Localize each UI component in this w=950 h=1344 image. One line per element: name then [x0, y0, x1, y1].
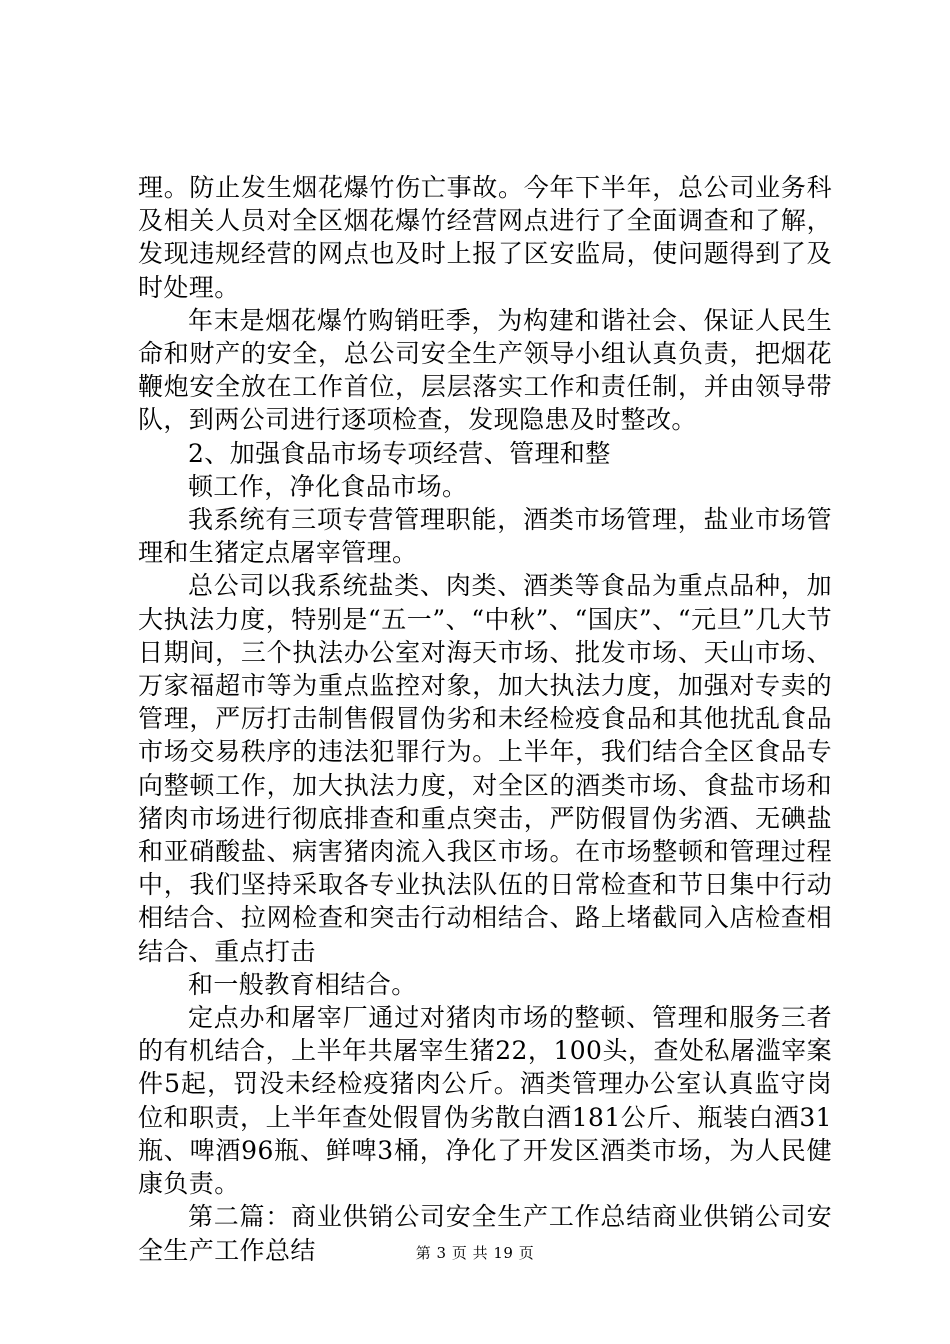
paragraph-4: 顿工作，净化食品市场。 — [188, 471, 468, 501]
paragraph-7: 和一般教育相结合。 — [188, 969, 417, 999]
paragraph-3: 2、加强食品市场专项经营、管理和整 — [188, 438, 611, 468]
paragraph-8: 定点办和屠宰厂通过对猪肉市场的整顿、管理和服务三者的有机结合，上半年共屠宰生猪22，100头，查处私屠滥宰案件5起，罚没未经检疫猪肉公斤。酒类管理办公室认真监守岗位和职责，上半年查处假冒伪劣散白酒181公斤、瓶装白酒31瓶、啤酒96瓶、鲜啤3桶，净化了开发区酒类市场，为人民健康负责。 — [138, 1003, 832, 1199]
document-body — [138, 171, 832, 1267]
paragraph-6: 总公司以我系统盐类、肉类、酒类等食品为重点品种，加大执法力度，特别是“五一”、“中秋”、“国庆”、“元旦”几大节日期间，三个执法办公室对海天市场、批发市场、天山市场、万家福超市等为重点监控对象，加大执法力度，加强对专卖的管理，严厉打击制售假冒伪劣和未经检疫食品和其他扰乱食品市场交易秩序的违法犯罪行为。上半年，我们结合全区食品专向整顿工作，加大执法力度，对全区的酒类市场、食盐市场和猪肉市场进行彻底排查和重点突击，严防假冒伪劣酒、无碘盐和亚硝酸盐、病害猪肉流入我区市场。在市场整顿和管理过程中，我们坚持采取各专业执法队伍的日常检查和节日集中行动相结合、拉网检查和突击行动相结合、路上堵截同入店检查相结合、重点打击 — [138, 571, 832, 966]
paragraph-5: 我系统有三项专营管理职能，酒类市场管理，盐业市场管理和生猪定点屠宰管理。 — [138, 505, 832, 568]
paragraph-9: 第二篇：商业供销公司安全生产工作总结商业供销公司安全生产工作总结 — [138, 1202, 832, 1265]
paragraph-1: 理。防止发生烟花爆竹伤亡事故。今年下半年，总公司业务科及相关人员对全区烟花爆竹经营网点进行了全面调查和了解，发现违规经营的网点也及时上报了区安监局，使问题得到了及时处理。 — [138, 173, 832, 302]
paragraph-2: 年末是烟花爆竹购销旺季，为构建和谐社会、保证人民生命和财产的安全，总公司安全生产领导小组认真负责，把烟花鞭炮安全放在工作首位，层层落实工作和责任制，并由领导带队，到两公司进行逐项检查，发现隐患及时整改。 — [138, 305, 832, 435]
page-number-label: 第 3 页 共 19 页 — [415, 1244, 535, 1262]
page-footer — [0, 1243, 950, 1263]
